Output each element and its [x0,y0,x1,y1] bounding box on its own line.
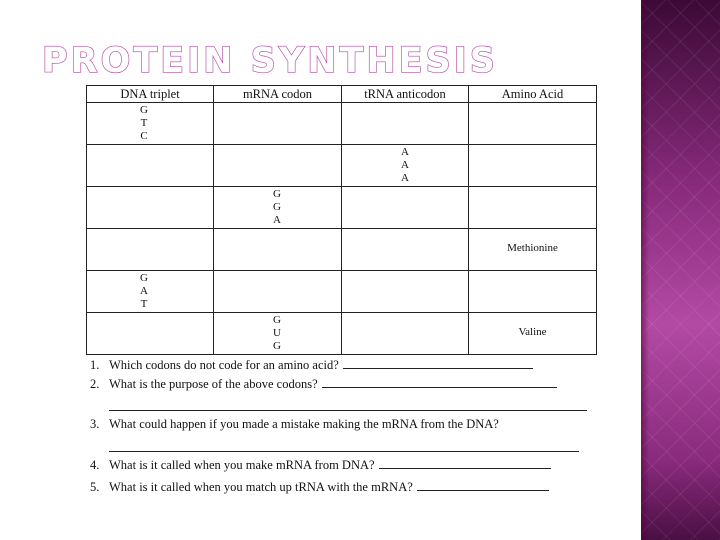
header-mrna-codon: mRNA codon [214,86,342,103]
base: G [273,340,281,352]
cell-amino-acid [469,313,597,355]
cell-trna[interactable] [342,271,469,313]
base: U [273,327,281,339]
cell-amino-acid [469,229,597,271]
cell-trna[interactable] [342,229,469,271]
cell-amino-acid[interactable] [469,103,597,145]
question-text: Which codons do not code for an amino acid? [109,358,339,372]
dna-bases [140,104,148,143]
answer-line-2b[interactable] [109,410,587,411]
cell-trna[interactable] [342,313,469,355]
question-5 [90,479,549,495]
decorative-side-strip [641,0,720,540]
base: G [273,188,281,200]
answer-blank-2[interactable] [322,376,557,388]
base: G [140,104,148,116]
base: A [401,172,409,184]
question-text: What is the purpose of the above codons? [109,377,318,391]
answer-blank-4[interactable] [379,457,551,469]
cell-mrna[interactable] [214,103,342,145]
page-title: PROTEIN SYNTHESIS [42,41,498,81]
question-4 [90,457,551,473]
cell-mrna [214,313,342,355]
cell-dna [87,271,214,313]
table-row [87,313,597,355]
question-2 [90,376,557,392]
protein-synthesis-table [86,85,597,355]
cell-dna[interactable] [87,229,214,271]
base: A [140,285,148,297]
cell-trna[interactable] [342,187,469,229]
header-dna-triplet: DNA triplet [87,86,214,103]
question-number: 5. [90,480,100,494]
question-number: 4. [90,458,100,472]
table-row [87,229,597,271]
answer-blank-5[interactable] [417,479,549,491]
dna-bases [140,272,148,311]
question-number: 2. [90,377,100,391]
answer-blank-1[interactable] [343,357,533,369]
table-row [87,271,597,313]
cell-amino-acid[interactable] [469,271,597,313]
cell-mrna[interactable] [214,271,342,313]
amino-acid-label: Methionine [507,242,558,254]
table-row [87,103,597,145]
cell-amino-acid[interactable] [469,145,597,187]
question-number: 3. [90,417,100,431]
table-row [87,187,597,229]
cell-dna[interactable] [87,313,214,355]
cell-trna[interactable] [342,103,469,145]
cell-dna[interactable] [87,187,214,229]
question-3 [90,417,499,432]
table-header-row [87,86,597,103]
header-amino-acid: Amino Acid [469,86,597,103]
cell-trna [342,145,469,187]
question-text: What is it called when you make mRNA from DNA? [109,458,375,472]
amino-acid-label: Valine [518,326,547,338]
question-text: What could happen if you made a mistake making the mRNA from the DNA? [109,417,499,431]
table-row [87,145,597,187]
base: G [273,314,281,326]
mrna-bases [273,188,281,227]
cell-amino-acid[interactable] [469,187,597,229]
answer-line-3[interactable] [109,451,579,452]
cell-dna [87,103,214,145]
base: T [140,117,148,129]
mrna-bases [273,314,281,353]
header-trna-anticodon: tRNA anticodon [342,86,469,103]
base: G [140,272,148,284]
base: T [140,298,148,310]
trna-bases [401,146,409,185]
question-text: What is it called when you match up tRNA with the mRNA? [109,480,413,494]
cell-mrna[interactable] [214,145,342,187]
cell-dna[interactable] [87,145,214,187]
base: A [401,159,409,171]
base: C [140,130,148,142]
base: G [273,201,281,213]
question-number: 1. [90,358,100,372]
cell-mrna [214,187,342,229]
question-1 [90,357,533,373]
cell-mrna[interactable] [214,229,342,271]
base: A [401,146,409,158]
base: A [273,214,281,226]
